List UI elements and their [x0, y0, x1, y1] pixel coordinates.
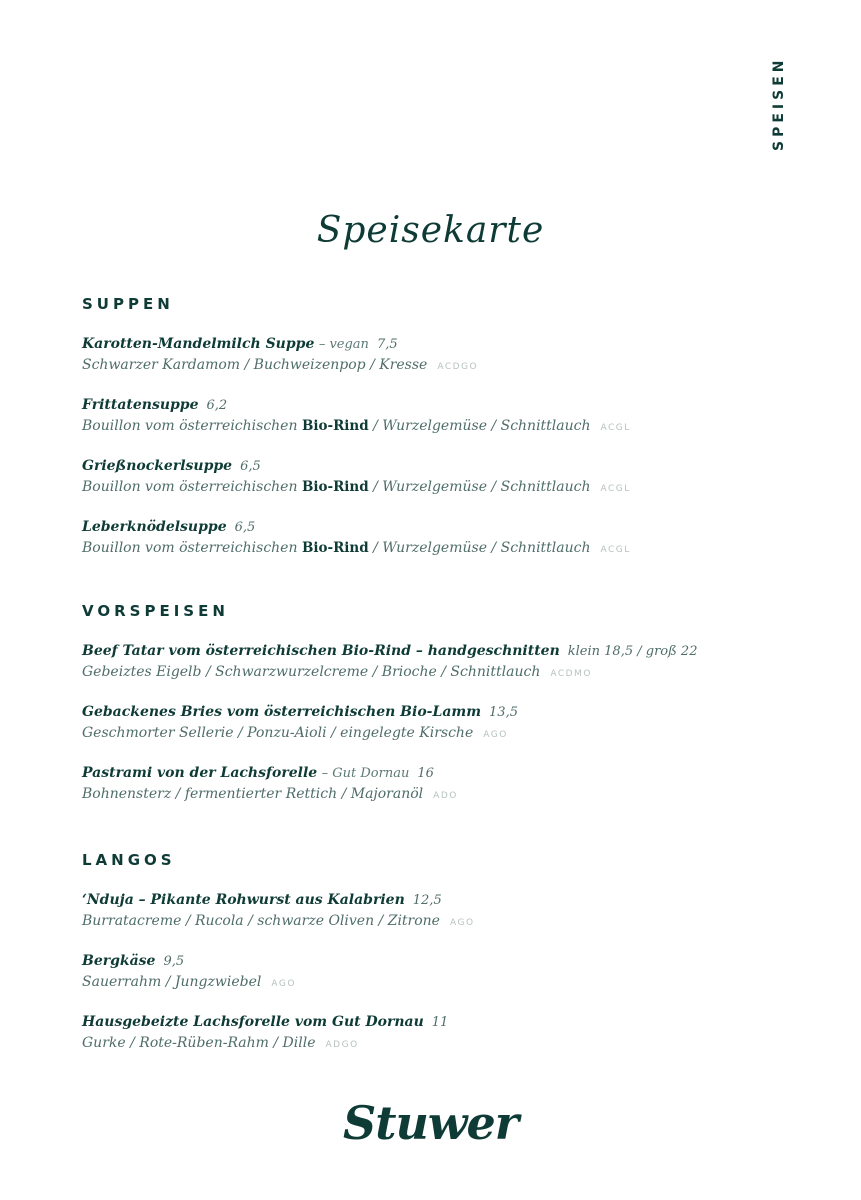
menu-item: [82, 395, 782, 438]
item-description: Bouillon vom österreichischen: [82, 418, 302, 434]
menu-item: [82, 517, 782, 560]
menu-item: [82, 890, 782, 933]
item-description-highlight: Bio-Rind: [301, 418, 369, 434]
item-allergens: ACDGO: [437, 362, 479, 372]
section-title: LANGOS: [82, 851, 176, 869]
item-description: Gebeiztes Eigelb / Schwarzwurzelcreme / Brioche / Schnittlauch: [82, 664, 541, 680]
item-price: 12,5: [412, 893, 442, 908]
menu-item: [82, 702, 782, 745]
item-allergens: AGO: [483, 730, 508, 740]
item-price: 9,5: [163, 954, 185, 969]
section-suppen: [82, 294, 782, 578]
item-description: Sauerrahm / Jungzwiebel: [82, 974, 262, 990]
item-allergens: ACGL: [600, 484, 631, 494]
section-title: VORSPEISEN: [82, 602, 229, 620]
item-description: Bouillon vom österreichischen: [82, 540, 302, 556]
item-description-highlight: Bio-Rind: [301, 479, 369, 495]
item-name: Grießnockerlsuppe: [82, 458, 233, 474]
item-allergens: ACGL: [600, 545, 631, 555]
menu-item: [82, 951, 782, 994]
item-description-highlight: Bio-Rind: [301, 540, 369, 556]
item-price: klein 18,5 / groß 22: [567, 644, 698, 659]
section-vorspeisen: [82, 601, 782, 824]
item-allergens: ADO: [433, 791, 458, 801]
menu-item: [82, 334, 782, 377]
item-name: Hausgebeizte Lachsforelle vom Gut Dornau: [82, 1014, 424, 1030]
item-name: Karotten-Mandelmilch Suppe: [82, 336, 315, 352]
item-description: Geschmorter Sellerie / Ponzu-Aioli / eingelegte Kirsche: [82, 725, 474, 741]
item-allergens: AGO: [271, 979, 296, 989]
item-allergens: AGO: [449, 918, 475, 928]
item-note: – Gut Dornau: [321, 766, 410, 781]
item-description-rest: / Wurzelgemüse / Schnittlauch: [368, 479, 591, 495]
item-price: 6,5: [240, 459, 261, 474]
item-allergens: ACDMO: [550, 669, 592, 679]
item-description-rest: / Wurzelgemüse / Schnittlauch: [368, 418, 591, 434]
item-price: 6,2: [206, 398, 228, 413]
page-title: Speisekarte: [316, 210, 545, 251]
item-description-rest: / Wurzelgemüse / Schnittlauch: [368, 540, 591, 556]
menu-item: [82, 456, 782, 499]
item-description: Burratacreme / Rucola / schwarze Oliven / Zitrone: [82, 913, 440, 929]
item-name: Pastrami von der Lachsforelle: [82, 765, 318, 781]
item-note: – vegan: [318, 337, 369, 352]
item-name: Gebackenes Bries vom österreichischen Bio-Lamm: [82, 704, 482, 720]
item-price: 7,5: [376, 337, 398, 352]
item-name: Leberknödelsuppe: [82, 519, 227, 535]
item-name: Beef Tatar vom österreichischen Bio-Rind – handgeschnitten: [82, 643, 560, 659]
item-description: Gurke / Rote-Rüben-Rahm / Dille: [82, 1035, 316, 1051]
item-allergens: ACGL: [600, 423, 631, 433]
restaurant-logo: Stuwer: [342, 1096, 518, 1150]
menu-item: [82, 1012, 782, 1055]
menu-item: [82, 641, 782, 684]
item-description: Bohnensterz / fermentierter Rettich / Majoranöl: [82, 786, 424, 802]
item-description: Bouillon vom österreichischen: [82, 479, 302, 495]
item-price: 6,5: [234, 520, 256, 535]
item-allergens: ADGO: [325, 1040, 359, 1050]
section-langos: [82, 850, 782, 1073]
item-name: Frittatensuppe: [82, 397, 199, 413]
menu-item: [82, 763, 782, 806]
item-name: ‘Nduja – Pikante Rohwurst aus Kalabrien: [82, 892, 405, 908]
section-title: SUPPEN: [82, 295, 174, 313]
item-price: 16: [417, 766, 434, 781]
item-name: Bergkäse: [82, 953, 156, 969]
side-label: SPEISEN: [771, 56, 787, 152]
item-description: Schwarzer Kardamom / Buchweizenpop / Kresse: [82, 357, 428, 373]
item-price: 11: [431, 1015, 449, 1030]
item-price: 13,5: [489, 705, 518, 720]
